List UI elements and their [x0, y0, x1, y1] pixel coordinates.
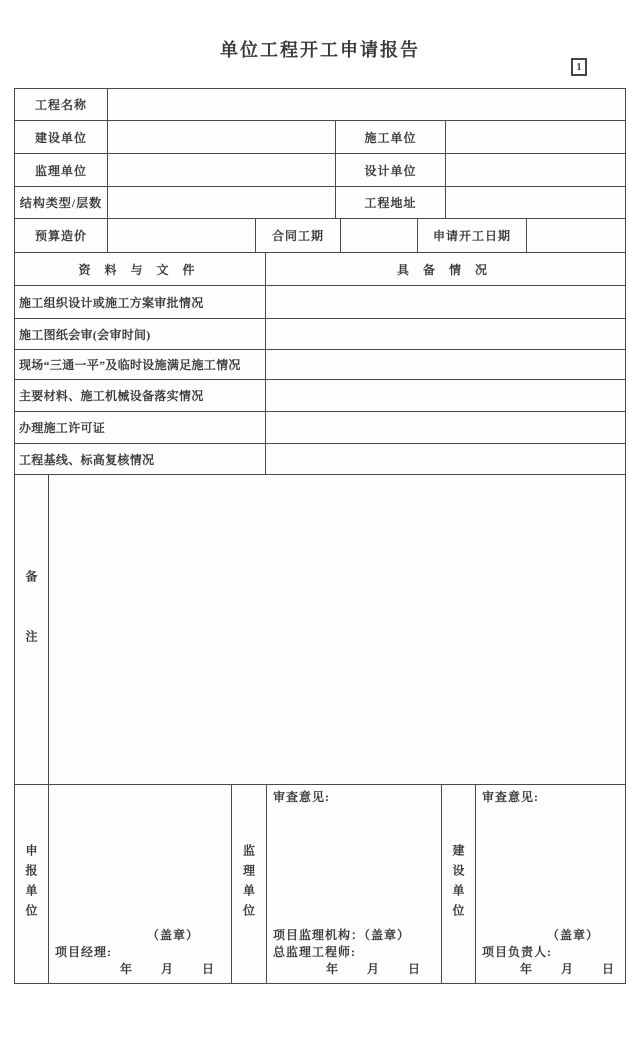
- requested-start-date-label: 申请开工日期: [418, 219, 527, 252]
- checklist-header-right: 具备情况: [396, 262, 501, 277]
- contract-period-label: 合同工期: [256, 219, 341, 252]
- supervision-unit-value: [108, 154, 336, 186]
- owner-unit-label: 建设单位: [451, 844, 465, 924]
- checklist-row: [15, 286, 625, 319]
- project-name-value: [108, 89, 625, 120]
- owner-role-line: 项目负责人:: [482, 945, 552, 959]
- construction-unit-value: [108, 121, 336, 153]
- remark-row: [15, 475, 625, 785]
- checklist-item-label: 工程基线、标高复核情况: [15, 444, 266, 474]
- page-number-box: [571, 58, 587, 76]
- project-name-label: 工程名称: [15, 89, 108, 120]
- remark-label: 备注: [24, 569, 38, 690]
- owner-date-line: 年 月 日: [519, 962, 615, 976]
- supervision-unit-label: 监理单位: [15, 154, 108, 186]
- project-address-value: [446, 187, 625, 218]
- design-unit-label: 设计单位: [336, 154, 446, 186]
- supervision-unit-label: 监理单位: [241, 844, 256, 924]
- supervision-org-line: 项目监理机构：（盖章）: [273, 928, 411, 942]
- remark-label-cell: [15, 475, 49, 784]
- builder-unit-label: 施工单位: [336, 121, 446, 153]
- checklist-item-value: [266, 350, 625, 379]
- checklist-item-value: [266, 444, 625, 474]
- budget-cost-label: 预算造价: [15, 219, 108, 252]
- applicant-date-line: 年 月 日: [119, 962, 215, 976]
- owner-review-area: [476, 785, 625, 983]
- applicant-sign-area: [49, 785, 232, 983]
- supervision-opinion-label: 审查意见:: [273, 790, 330, 804]
- construction-unit-label: 建设单位: [15, 121, 108, 153]
- applicant-unit-label-cell: [15, 785, 49, 983]
- budget-cost-value: [108, 219, 256, 252]
- applicant-role-line: 项目经理:: [55, 945, 112, 959]
- checklist-item-value: [266, 319, 625, 349]
- checklist-row: [15, 444, 625, 475]
- page-number: 1: [576, 61, 582, 73]
- supervision-opinion-space: [271, 806, 437, 927]
- page-title: 单位工程开工申请报告: [220, 40, 420, 60]
- construction-builder-row: [15, 121, 625, 154]
- project-name-row: [15, 89, 625, 121]
- owner-opinion-label: 审查意见:: [482, 790, 539, 804]
- checklist-item-label: 现场“三通一平”及临时设施满足施工情况: [15, 350, 266, 379]
- supervision-design-row: [15, 154, 625, 187]
- owner-seal-line: （盖章）: [546, 928, 599, 942]
- design-unit-value: [446, 154, 625, 186]
- supervision-role-line: 总监理工程师:: [273, 945, 356, 959]
- commencement-application-form: [14, 88, 626, 984]
- checklist-row: [15, 412, 625, 444]
- checklist-row: [15, 380, 625, 412]
- supervision-unit-label-cell: [232, 785, 267, 983]
- checklist-header-left: 资料与文件: [15, 253, 266, 285]
- checklist-item-value: [266, 380, 625, 411]
- contract-period-value: [341, 219, 418, 252]
- supervision-date-line: 年 月 日: [325, 962, 421, 976]
- checklist-item-label: 施工图纸会审(会审时间): [15, 319, 266, 349]
- checklist-row: [15, 319, 625, 350]
- supervision-review-area: [267, 785, 442, 983]
- applicant-seal-line: （盖章）: [146, 928, 199, 942]
- structure-type-label: 结构类型/层数: [15, 187, 108, 218]
- budget-period-date-row: [15, 219, 625, 253]
- checklist-item-label: 施工组织设计或施工方案审批情况: [15, 286, 266, 318]
- project-address-label: 工程地址: [336, 187, 446, 218]
- checklist-header-row: [15, 253, 625, 286]
- checklist-row: [15, 350, 625, 380]
- checklist-item-label: 主要材料、施工机械设备落实情况: [15, 380, 266, 411]
- owner-unit-label-cell: [442, 785, 476, 983]
- structure-type-value: [108, 187, 336, 218]
- requested-start-date-value: [527, 219, 625, 252]
- structure-address-row: [15, 187, 625, 219]
- checklist-item-value: [266, 412, 625, 443]
- applicant-unit-label: 申报单位: [24, 844, 38, 924]
- checklist-item-value: [266, 286, 625, 318]
- builder-unit-value: [446, 121, 625, 153]
- owner-opinion-space: [480, 806, 621, 927]
- checklist-item-label: 办理施工许可证: [15, 412, 266, 443]
- remark-content: [49, 475, 625, 784]
- signoff-row: [15, 785, 625, 983]
